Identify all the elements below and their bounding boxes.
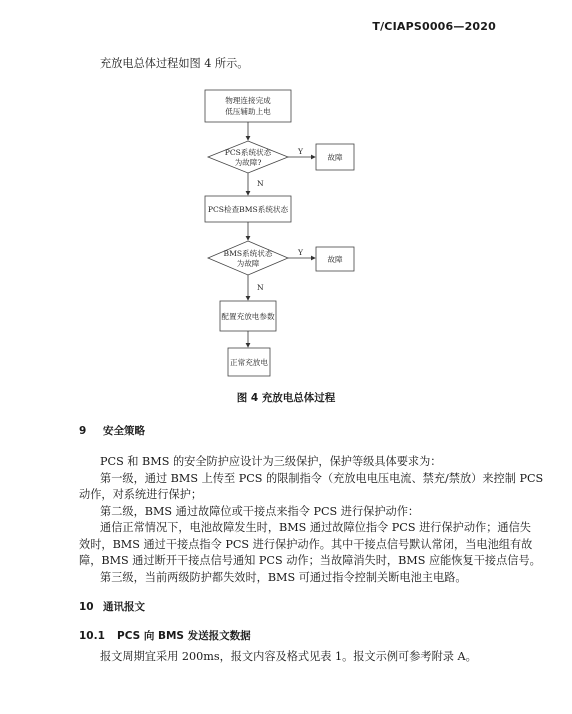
flow-text-decision2-1: BMS系统状态: [223, 249, 273, 258]
section-9-number: 9: [79, 425, 87, 437]
section-10-1-heading: [79, 628, 251, 643]
flow-text-check: PCS检查BMS系统状态: [207, 205, 289, 214]
intro-text: 充放电总体过程如图 4 所示。: [100, 57, 249, 70]
section-9-line: 第一级，通过 BMS 上传至 PCS 的限制指令（充放电电压电流、禁充/禁放）来控制 PCS: [100, 472, 544, 485]
flow-text-decision1-2: 为故障?: [234, 158, 262, 167]
section-9-line: PCS 和 BMS 的安全防护应设计为三级保护，保护等级具体要求为：: [100, 455, 442, 468]
flow-text-normal: 正常充放电: [230, 358, 268, 367]
section-10-1-text: 报文周期宜采用 200ms，报文内容及格式见表 1。报文示例可参考附录 A。: [100, 650, 477, 663]
flow-decision-pcs: [208, 141, 288, 173]
section-9-line: 效时，BMS 通过干接点指令 PCS 进行保护动作。其中干接点信号默认常闭，当电池组有故: [79, 538, 533, 551]
section-10-1-number: 10.1: [79, 630, 105, 642]
section-10-number: 10: [79, 601, 94, 613]
flow-text-decision2-2: 为故障: [236, 259, 260, 268]
section-9-line: 障，BMS 通过断开干接点信号通知 PCS 动作；当故障消失时，BMS 应能恢复干接点信号。: [79, 554, 541, 567]
flow-label-no-1: N: [257, 179, 264, 188]
flow-text-connect-2: 低压辅助上电: [225, 107, 271, 116]
flow-text-config: 配置充放电参数: [221, 312, 275, 321]
flow-label-yes-2: Y: [298, 248, 304, 257]
flow-text-connect-1: 物理连接完成: [225, 96, 271, 105]
section-9-title: 安全策略: [103, 425, 145, 437]
section-9-line: 通信正常情况下，电池故障发生时，BMS 通过故障位指令 PCS 进行保护动作；通信失: [100, 521, 531, 534]
section-10-title: 通讯报文: [103, 601, 145, 613]
flow-text-decision1-1: PCS系统状态: [224, 148, 272, 157]
section-9-heading: [79, 423, 145, 438]
flow-label-yes-1: Y: [298, 147, 304, 156]
figure-caption: 图 4 充放电总体过程: [236, 392, 336, 404]
flow-decision-bms: [208, 241, 288, 275]
document-code: T/CIAPS0006—2020: [372, 20, 496, 33]
section-10-1-title: PCS 向 BMS 发送报文数据: [117, 630, 251, 642]
flow-text-fault-1: 故障: [327, 153, 343, 162]
section-9-line: 第三级，当前两级防护都失效时，BMS 可通过指令控制关断电池主电路。: [100, 571, 467, 584]
section-9-line: 动作，对系统进行保护；: [79, 488, 203, 501]
section-9-line: 第二级，BMS 通过故障位或干接点来指令 PCS 进行保护动作：: [100, 505, 420, 518]
flow-text-fault-2: 故障: [327, 255, 343, 264]
flow-label-no-2: N: [257, 283, 264, 292]
section-10-heading: [79, 599, 145, 614]
flow-box-connect: [205, 90, 291, 122]
